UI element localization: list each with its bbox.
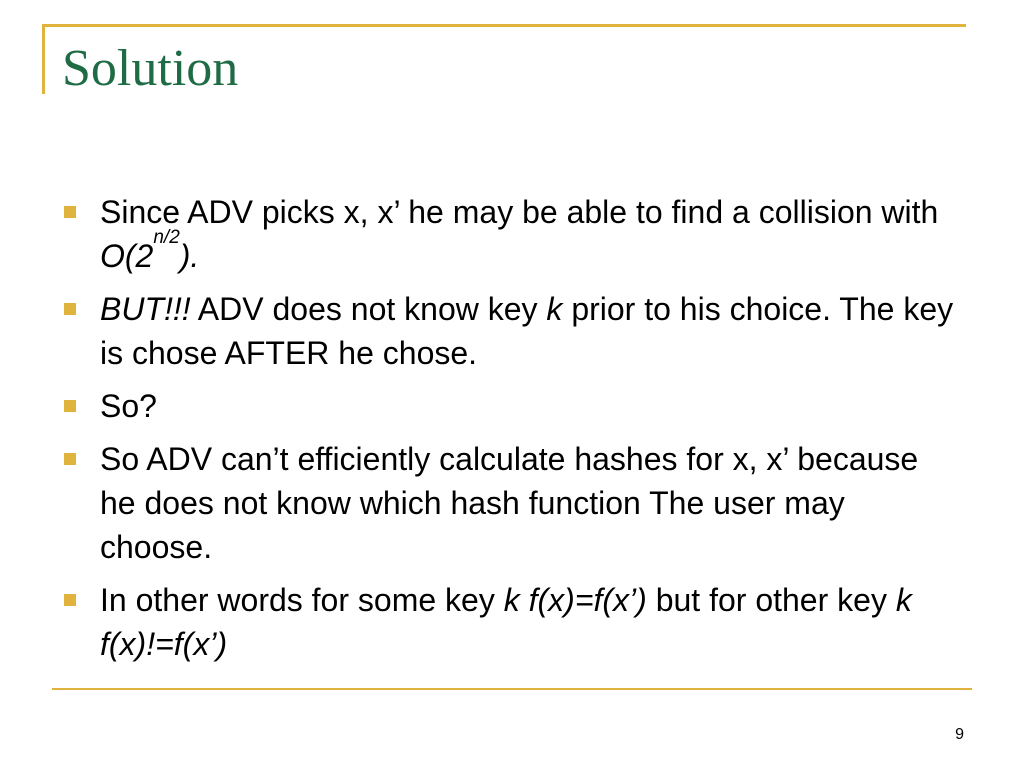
bottom-rule: [52, 688, 972, 690]
bullet-1-math-exponent: n/2: [153, 227, 180, 248]
bullet-1-text: Since ADV picks x, x’ he may be able to find a collision with: [100, 194, 939, 230]
bullet-2-text-a: ADV does not know key: [190, 291, 547, 327]
bullet-item-4: [62, 437, 962, 569]
bullet-3-text: So?: [100, 388, 157, 424]
bullet-1-math-base: O(2: [100, 238, 154, 274]
top-rule-horizontal: [42, 24, 966, 27]
square-bullet-icon: [64, 206, 76, 218]
bullet-1-math: [100, 227, 200, 274]
bullet-5-formula-b: k f(x)!=f(x’): [100, 582, 912, 662]
bullet-5-text-b: but for other key: [646, 582, 896, 618]
square-bullet-icon: [64, 400, 76, 412]
bullet-item-1: [62, 190, 962, 278]
bullet-2-text-b: prior to his choice. The key is chose AFTER he chose.: [100, 291, 954, 371]
bullet-2-key-var: k: [546, 291, 563, 327]
page-number: 9: [955, 726, 964, 743]
bullet-item-2: [62, 287, 962, 375]
top-rule-vertical: [42, 24, 45, 94]
square-bullet-icon: [64, 594, 76, 606]
bullet-item-5: [62, 578, 962, 666]
bullet-list: [62, 190, 962, 675]
bullet-5-formula-a: k f(x)=f(x’): [503, 582, 647, 618]
bullet-1-math-close: ).: [179, 238, 200, 274]
bullet-item-3: [62, 384, 962, 428]
bullet-5-text-a: In other words for some key: [100, 582, 504, 618]
bullet-4-text: So ADV can’t efficiently calculate hashes for x, x’ because he does not know which hash function The user may choose.: [100, 441, 919, 565]
square-bullet-icon: [64, 453, 76, 465]
slide-title: Solution: [62, 40, 239, 97]
square-bullet-icon: [64, 303, 76, 315]
bullet-2-lead: BUT!!!: [100, 291, 191, 327]
